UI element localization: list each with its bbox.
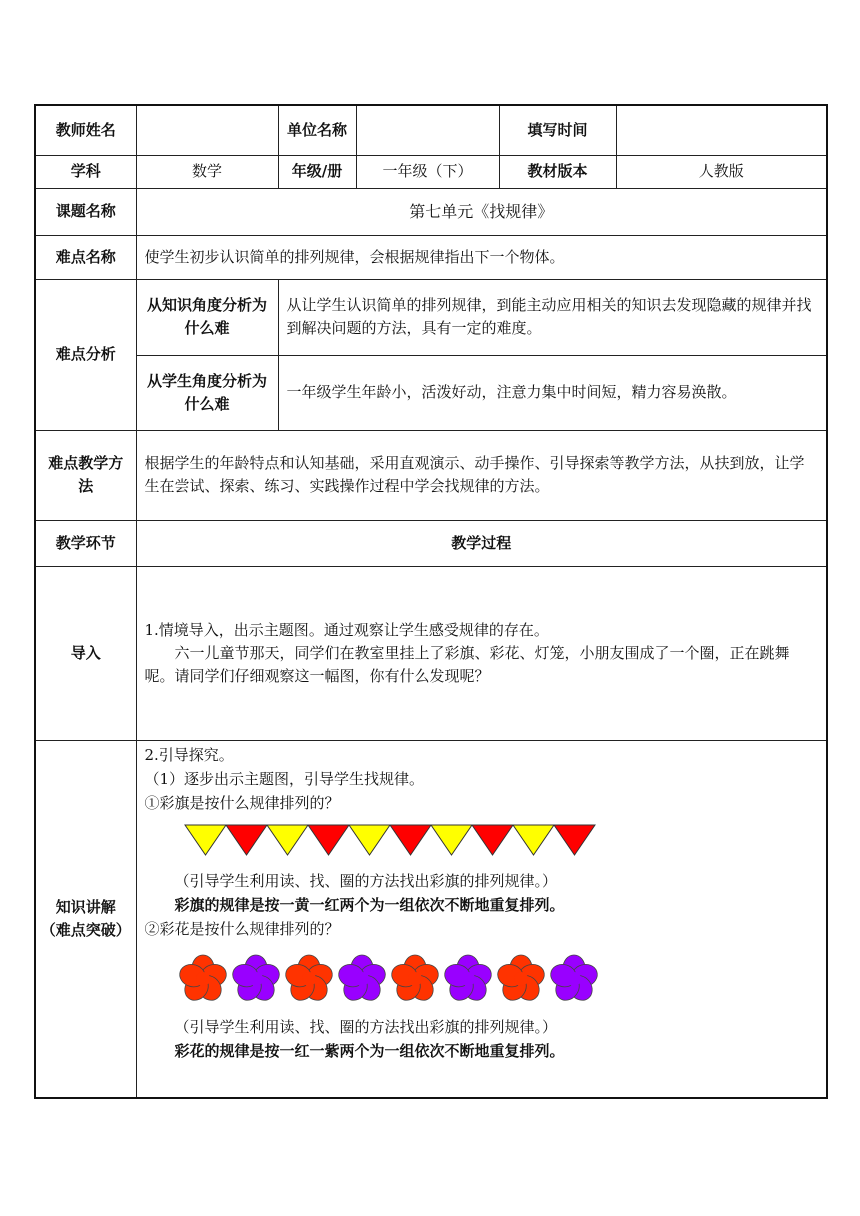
knowledge-p8: 彩花的规律是按一红一紫两个为一组依次不断地重复排列。: [174, 1041, 565, 1060]
row-difficulty: [35, 235, 827, 279]
flag-yellow: [185, 825, 226, 855]
flower-purple: [229, 955, 281, 1005]
row-subject: [35, 155, 827, 188]
teacher-name-value: [136, 105, 278, 155]
row-title: [35, 188, 827, 235]
lesson-title-value: 第七单元《找规律》: [136, 188, 827, 235]
flower-red: [282, 955, 334, 1005]
knowledge-p1: 2.引导探究。: [144, 745, 234, 764]
knowledge-angle-label: 从知识角度分析为什么难: [136, 279, 278, 355]
flag-yellow: [513, 825, 554, 855]
row-teacher: [35, 105, 827, 155]
row-process-header: [35, 520, 827, 566]
flag-pattern-figure: [181, 823, 601, 861]
flower-pattern-figure: [177, 949, 617, 1009]
lesson-title-label: 课题名称: [35, 188, 136, 235]
flag-red: [226, 825, 267, 855]
stage-label: 教学环节: [35, 520, 136, 566]
row-method: [35, 430, 827, 520]
flag-red: [390, 825, 431, 855]
row-intro: [35, 566, 827, 740]
intro-line-2: 六一儿童节那天，同学们在教室里挂上了彩旗、彩花、灯笼，小朋友围成了一个圈，正在跳舞呢。请同学们仔细观察这一幅图，你有什么发现呢？: [144, 643, 790, 685]
lesson-plan-table: [34, 104, 828, 1099]
row-analysis-knowledge: [35, 279, 827, 355]
knowledge-p6: ②彩花是按什么规律排列的？: [144, 919, 340, 938]
intro-line-1: 1.情境导入，出示主题图。通过观察让学生感受规律的存在。: [144, 620, 549, 639]
knowledge-p7: （引导学生利用读、找、圈的方法找出彩旗的排列规律。）: [174, 1017, 558, 1036]
knowledge-label-line1: 知识讲解: [55, 897, 116, 916]
row-analysis-student: [35, 355, 827, 430]
knowledge-p3: ①彩旗是按什么规律排列的？: [144, 793, 340, 812]
flower-purple: [441, 955, 493, 1005]
flower-purple: [547, 955, 599, 1005]
student-angle-label: 从学生角度分析为什么难: [136, 355, 278, 430]
knowledge-p4: （引导学生利用读、找、圈的方法找出彩旗的排列规律。）: [174, 871, 558, 890]
knowledge-p5: 彩旗的规律是按一黄一红两个为一组依次不断地重复排列。: [174, 895, 565, 914]
subject-value: 数学: [136, 155, 278, 188]
grade-value: 一年级（下）: [356, 155, 499, 188]
knowledge-p2: （1）逐步出示主题图，引导学生找规律。: [144, 769, 425, 788]
flag-red: [308, 825, 349, 855]
difficulty-value: 使学生初步认识简单的排列规律，会根据规律指出下一个物体。: [136, 235, 827, 279]
knowledge-content: [136, 740, 827, 1098]
edition-value: 人教版: [616, 155, 827, 188]
flag-yellow: [431, 825, 472, 855]
knowledge-label-line2: （难点突破）: [40, 920, 131, 939]
knowledge-label: [35, 740, 136, 1098]
unit-value: [356, 105, 499, 155]
flag-yellow: [349, 825, 390, 855]
flag-yellow: [267, 825, 308, 855]
intro-label: 导入: [35, 566, 136, 740]
row-knowledge: [35, 740, 827, 1098]
student-angle-value: 一年级学生年龄小，活泼好动，注意力集中时间短，精力容易涣散。: [278, 355, 827, 430]
flower-red: [388, 955, 440, 1005]
process-label: 教学过程: [136, 520, 827, 566]
analysis-label: 难点分析: [35, 279, 136, 430]
flower-red: [494, 955, 546, 1005]
flower-red: [177, 955, 229, 1005]
grade-label: 年级/册: [278, 155, 356, 188]
method-label: 难点教学方法: [35, 430, 136, 520]
lesson-plan-page: [34, 104, 826, 1099]
subject-label: 学科: [35, 155, 136, 188]
fill-time-value: [616, 105, 827, 155]
difficulty-label: 难点名称: [35, 235, 136, 279]
flag-red: [472, 825, 513, 855]
fill-time-label: 填写时间: [499, 105, 616, 155]
edition-label: 教材版本: [499, 155, 616, 188]
method-value: 根据学生的年龄特点和认知基础，采用直观演示、动手操作、引导探索等教学方法，从扶到放，让学生在尝试、探索、练习、实践操作过程中学会找规律的方法。: [136, 430, 827, 520]
knowledge-angle-value: 从让学生认识简单的排列规律，到能主动应用相关的知识去发现隐藏的规律并找到解决问题的方法，具有一定的难度。: [278, 279, 827, 355]
flower-purple: [335, 955, 387, 1005]
intro-content: [136, 566, 827, 740]
flag-red: [554, 825, 595, 855]
teacher-name-label: 教师姓名: [35, 105, 136, 155]
unit-label: 单位名称: [278, 105, 356, 155]
